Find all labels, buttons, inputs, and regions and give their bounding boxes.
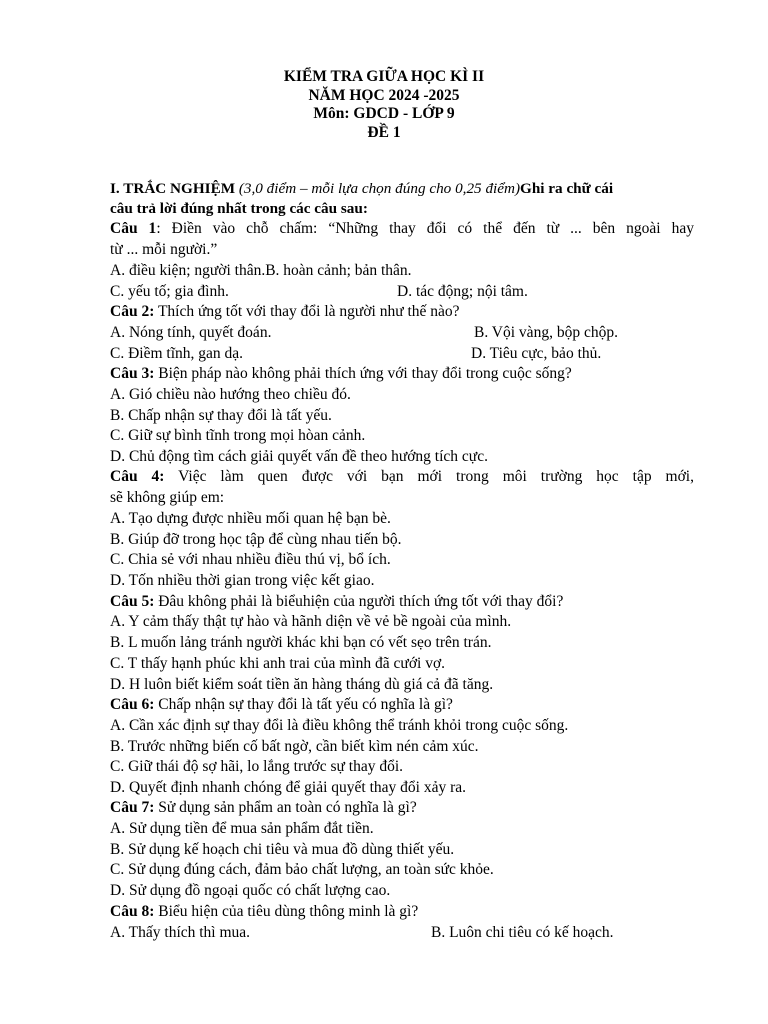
question-4-line2: sẽ không giúp em: xyxy=(110,489,225,506)
question-4-label: Câu 4: xyxy=(110,468,165,485)
question-1-line1: Câu 1: Điền vào chỗ chấm: “Những thay đổi có thể đến từ ... bên ngoài hay xyxy=(110,220,694,237)
question-3-option-c: C. Giữ sự bình tĩnh trong mọi hòan cảnh. xyxy=(110,427,366,444)
question-3-option-a: A. Gió chiều nào hướng theo chiều đó. xyxy=(110,386,351,403)
question-5-label: Câu 5: xyxy=(110,593,155,610)
question-8-option-b: B. Luôn chi tiêu có kế hoạch. xyxy=(431,924,614,941)
question-7-label: Câu 7: xyxy=(110,799,155,816)
question-8-option-a: A. Thấy thích thì mua. xyxy=(110,924,251,941)
subject-line: Môn: GDCD - LỚP 9 xyxy=(313,105,455,122)
question-1-row-cd xyxy=(110,282,694,303)
question-1-option-a: A. điều kiện; người thân.B. hoàn cảnh; bản thân. xyxy=(110,262,412,279)
question-7-option-b: B. Sử dụng kế hoạch chi tiêu và mua đồ dùng thiết yếu. xyxy=(110,841,455,858)
question-1-line2: từ ... mỗi người.” xyxy=(110,241,218,258)
question-8-row-ab xyxy=(110,923,694,944)
exam-code: ĐỀ 1 xyxy=(367,123,401,141)
exam-title: KIỂM TRA GIỮA HỌC KÌ II xyxy=(283,68,485,85)
question-4-option-d: D. Tốn nhiều thời gian trong việc kết giao. xyxy=(110,572,375,589)
question-3: Câu 3: Biện pháp nào không phải thích ứng với thay đổi trong cuộc sống? xyxy=(110,365,572,382)
question-2-option-d: D. Tiêu cực, bảo thủ. xyxy=(471,345,602,362)
question-2-option-a: A. Nóng tính, quyết đoán. xyxy=(110,324,272,341)
exam-header xyxy=(0,68,768,142)
question-8-label: Câu 8: xyxy=(110,903,155,920)
question-6-option-c: C. Giữ thái độ sợ hãi, lo lắng trước sự thay đổi. xyxy=(110,758,404,775)
question-4-line1: Câu 4: Việc làm quen được với bạn mới trong môi trường học tập mới, xyxy=(110,468,694,485)
question-3-label: Câu 3: xyxy=(110,365,155,382)
question-6-option-b: B. Trước những biến cố bất ngờ, cần biết kìm nén cảm xúc. xyxy=(110,738,479,755)
question-2: Câu 2: Thích ứng tốt với thay đổi là người như thế nào? xyxy=(110,303,460,320)
question-4-option-a: A. Tạo dựng được nhiều mối quan hệ bạn bè. xyxy=(110,510,391,527)
question-8: Câu 8: Biểu hiện của tiêu dùng thông minh là gì? xyxy=(110,903,419,920)
question-7-option-a: A. Sử dụng tiền để mua sản phẩm đắt tiền. xyxy=(110,820,374,837)
question-7: Câu 7: Sử dụng sản phẩm an toàn có nghĩa là gì? xyxy=(110,799,417,816)
question-6-label: Câu 6: xyxy=(110,696,155,713)
question-1-label: Câu 1 xyxy=(110,220,157,237)
question-4-option-c: C. Chia sẻ với nhau nhiều điều thú vị, bổ ích. xyxy=(110,551,391,568)
section-title: I. TRẮC NGHIỆM xyxy=(110,180,236,197)
question-5-option-c: C. T thấy hạnh phúc khi anh trai của mình đã cưới vợ. xyxy=(110,655,446,672)
question-6: Câu 6: Chấp nhận sự thay đổi là tất yếu có nghĩa là gì? xyxy=(110,696,453,713)
question-2-option-c: C. Điềm tĩnh, gan dạ. xyxy=(110,345,244,362)
question-4-option-b: B. Giúp đỡ trong học tập để cùng nhau tiến bộ. xyxy=(110,531,402,548)
question-5-option-d: D. H luôn biết kiểm soát tiền ăn hàng tháng dù giá cả đã tăng. xyxy=(110,676,494,693)
question-7-option-d: D. Sử dụng đồ ngoại quốc có chất lượng cao. xyxy=(110,882,391,899)
question-1-option-c: C. yếu tố; gia đình. xyxy=(110,283,229,300)
question-1-option-d: D. tác động; nội tâm. xyxy=(397,283,528,300)
question-7-option-c: C. Sử dụng đúng cách, đảm bảo chất lượng, an toàn sức khỏe. xyxy=(110,861,494,878)
school-year: NĂM HỌC 2024 -2025 xyxy=(308,86,460,104)
section-score-note: (3,0 điểm – mỗi lựa chọn đúng cho 0,25 điểm) xyxy=(238,180,521,197)
section-instruction-a: Ghi ra chữ cái xyxy=(520,180,614,197)
question-5-option-b: B. L muốn lảng tránh người khác khi bạn có vết sẹo trên trán. xyxy=(110,634,492,651)
question-3-option-d: D. Chủ động tìm cách giải quyết vấn đề theo hướng tích cực. xyxy=(110,448,488,465)
question-6-option-d: D. Quyết định nhanh chóng để giải quyết thay đổi xảy ra. xyxy=(110,779,466,796)
question-5-option-a: A. Y cảm thấy thật tự hào và hãnh diện về vẻ bề ngoài của mình. xyxy=(110,613,512,630)
question-2-row-cd xyxy=(110,344,694,365)
question-2-row-ab xyxy=(110,323,694,344)
question-2-label: Câu 2: xyxy=(110,303,155,320)
question-6-option-a: A. Cần xác định sự thay đổi là điều không thể tránh khỏi trong cuộc sống. xyxy=(110,717,569,734)
section-instruction-b: câu trả lời đúng nhất trong các câu sau: xyxy=(110,200,368,217)
question-2-option-b: B. Vội vàng, bộp chộp. xyxy=(474,324,618,341)
section-heading xyxy=(110,179,694,200)
question-3-option-b: B. Chấp nhận sự thay đổi là tất yếu. xyxy=(110,407,332,424)
question-5: Câu 5: Đâu không phải là biểuhiện của người thích ứng tốt với thay đổi? xyxy=(110,593,564,610)
